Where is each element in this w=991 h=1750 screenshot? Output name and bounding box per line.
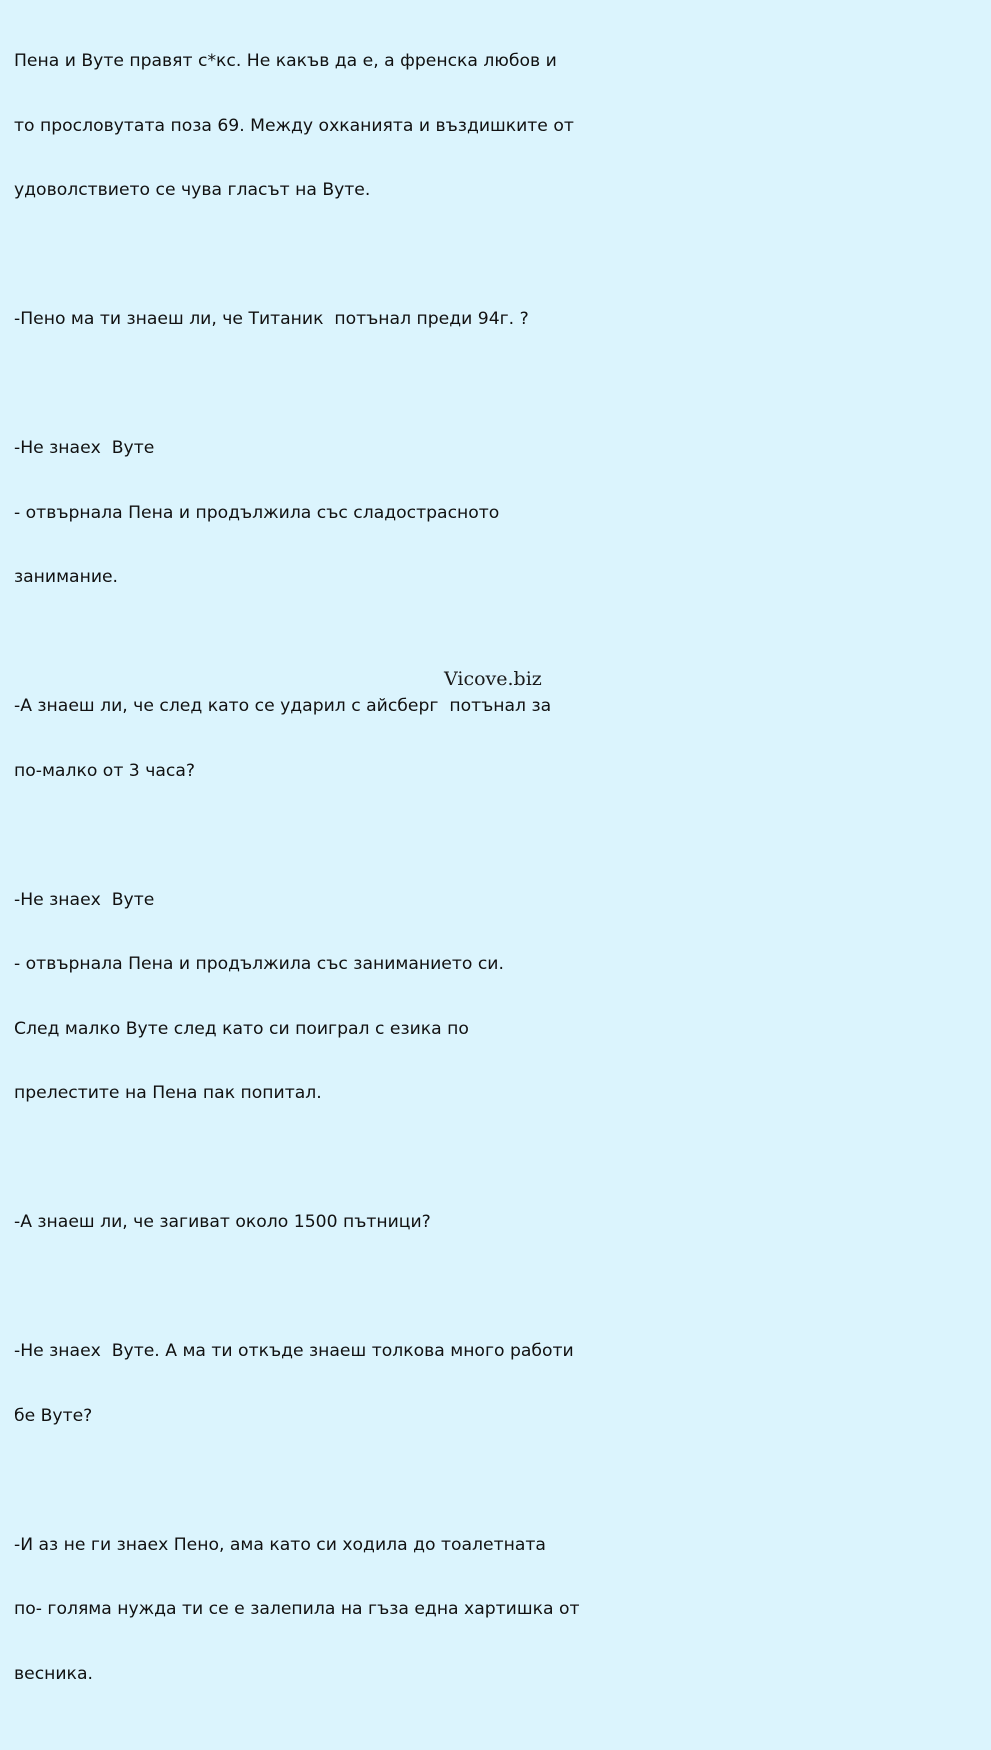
- text-line: бе Вуте?: [14, 1405, 93, 1426]
- text-line: - отвърнала Пена и продължила със заниманието си.: [14, 954, 504, 974]
- text-line: по-малко от 3 часа?: [14, 760, 195, 781]
- paragraph-5: [14, 847, 594, 1148]
- text-line: занимание.: [14, 567, 119, 587]
- text-line: удоволствието се чува гласът на Вуте.: [14, 180, 371, 200]
- text-line: весника.: [14, 1663, 93, 1684]
- text-line: Пена и Вуте правят с*кс. Не какъв да е, а френска любов и: [14, 51, 557, 71]
- joke-text: [14, 8, 594, 1750]
- text-line: -А знаеш ли, че загиват около 1500 пътници?: [14, 1212, 431, 1232]
- text-line: -Не знаех Вуте. А ма ти откъде знаеш толкова много работи: [14, 1341, 574, 1361]
- paragraph-2: [14, 266, 594, 374]
- paragraph-7: [14, 1298, 594, 1470]
- paragraph-3: [14, 395, 594, 632]
- paragraph-8: [14, 1492, 594, 1729]
- text-line: -Не знаех Вуте: [14, 889, 155, 910]
- text-line: - отвърнала Пена и продължила със сладострасното: [14, 502, 500, 523]
- site-watermark: Vicove.biz: [444, 668, 542, 690]
- text-line: -И аз не ги знаех Пено, ама като си ходила до тоалетната: [14, 1534, 546, 1555]
- paragraph-1: [14, 8, 594, 245]
- text-line: -Пено ма ти знаеш ли, че Титаник потънал преди 94г. ?: [14, 309, 529, 329]
- text-line: След малко Вуте след като си поиграл с езика по: [14, 1018, 469, 1039]
- paragraph-6: [14, 1169, 594, 1277]
- text-line: -Не знаех Вуте: [14, 438, 155, 458]
- text-line: -А знаеш ли, че след като се ударил с айсберг потънал за: [14, 696, 552, 716]
- text-line: по- голяма нужда ти се е залепила на гъза една хартишка от: [14, 1599, 580, 1619]
- text-line: то прословутата поза 69. Между охканията и въздишките от: [14, 115, 574, 136]
- text-line: прелестите на Пена пак попитал.: [14, 1083, 322, 1103]
